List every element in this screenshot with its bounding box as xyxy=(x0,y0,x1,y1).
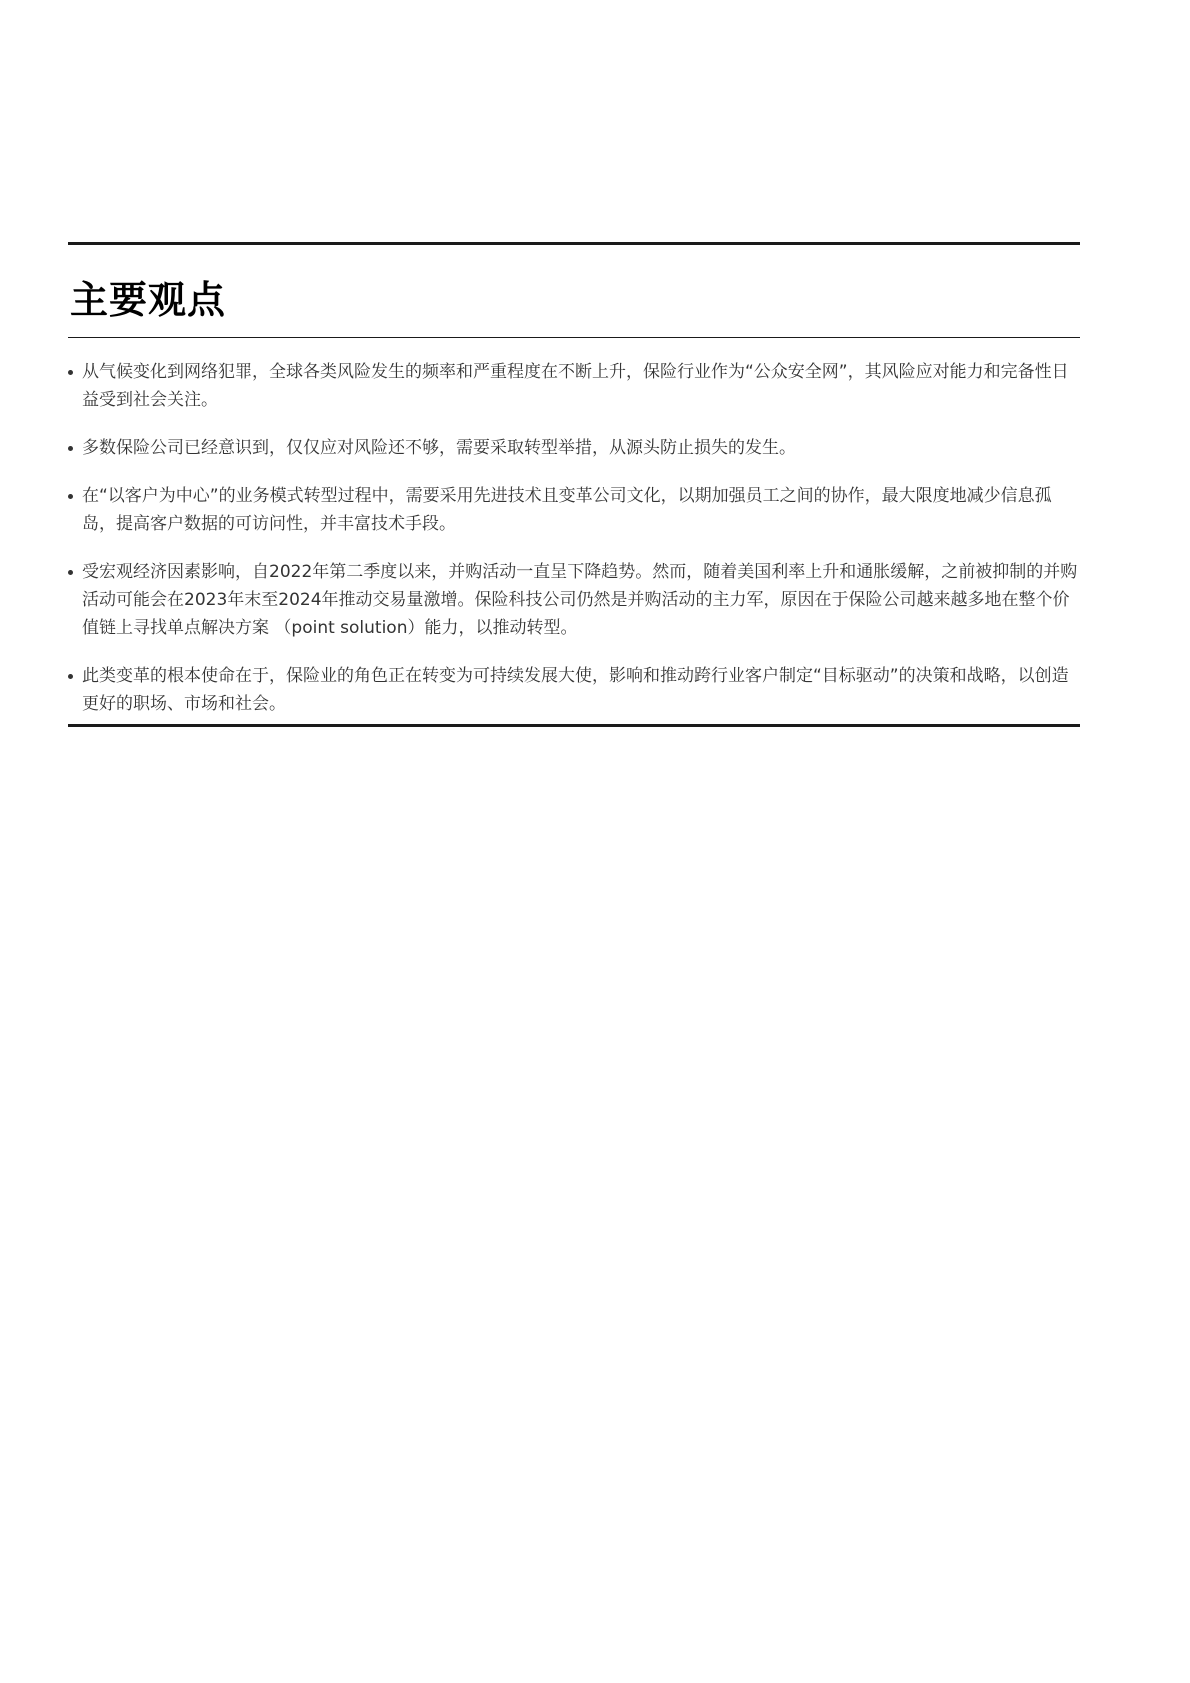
bottom-divider xyxy=(68,724,1080,727)
key-point-text: 受宏观经济因素影响，自2022年第二季度以来，并购活动一直呈下降趋势。然而，随着美国利率上升和通胀缓解，之前被抑制的并购活动可能会在2023年末至2024年推动交易量激增。保险科技公司仍然是并购活动的主力军，原因在于保险公司越来越多地在整个价值链上寻找单点解决方案 （point solution）能力，以推动转型。 xyxy=(82,562,1078,638)
key-point xyxy=(68,482,1080,538)
key-point xyxy=(68,434,1080,462)
bullet-icon xyxy=(68,570,73,575)
key-point xyxy=(68,558,1080,642)
section-title: 主要观点 xyxy=(70,278,227,322)
key-point-text: 从气候变化到网络犯罪，全球各类风险发生的频率和严重程度在不断上升，保险行业作为“公众安全网”，其风险应对能力和完备性日益受到社会关注。 xyxy=(82,362,1069,410)
key-point-text: 此类变革的根本使命在于，保险业的角色正在转变为可持续发展大使，影响和推动跨行业客户制定“目标驱动”的决策和战略，以创造更好的职场、市场和社会。 xyxy=(82,666,1069,714)
key-point xyxy=(68,358,1080,414)
top-divider xyxy=(68,242,1080,245)
key-point xyxy=(68,662,1080,718)
key-points-section xyxy=(68,242,1080,727)
bullet-icon xyxy=(68,674,73,679)
bullet-icon xyxy=(68,494,73,499)
bullet-icon xyxy=(68,446,73,451)
key-point-text: 在“以客户为中心”的业务模式转型过程中，需要采用先进技术且变革公司文化，以期加强员工之间的协作，最大限度地减少信息孤岛，提高客户数据的可访问性，并丰富技术手段。 xyxy=(82,486,1052,534)
bullet-icon xyxy=(68,370,73,375)
key-point-text: 多数保险公司已经意识到，仅仅应对风险还不够，需要采取转型举措，从源头防止损失的发生。 xyxy=(82,438,796,458)
key-points-list xyxy=(68,338,1080,724)
